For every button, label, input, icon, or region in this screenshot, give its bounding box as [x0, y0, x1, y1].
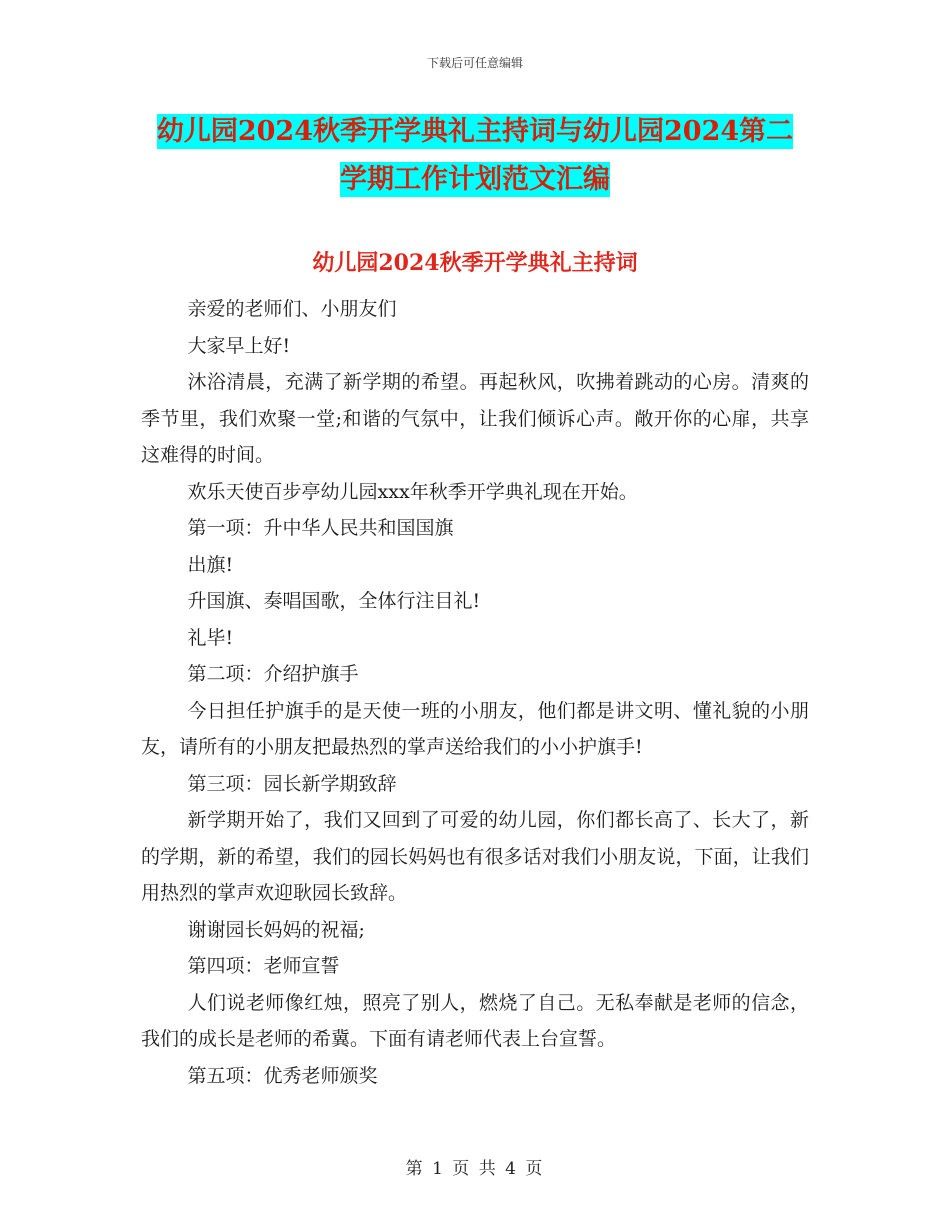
paragraph: 大家早上好! [187, 334, 291, 357]
paragraph: 第三项：园长新学期致辞 [187, 772, 397, 795]
paragraph: 新学期开始了，我们又回到了可爱的幼儿园，你们都长高了、长大了，新的学期，新的希望，我们的园长妈妈也有很多话对我们小朋友说，下面，让我们用热烈的掌声欢迎耿园长致辞。 [141, 809, 809, 904]
paragraph: 沐浴清晨，充满了新学期的希望。再起秋风，吹拂着跳动的心房。清爽的季节里，我们欢聚一堂;和谐的气氛中，让我们倾诉心声。敞开你的心扉，共享这难得的时间。 [141, 371, 809, 466]
paragraph: 今日担任护旗手的是天使一班的小朋友，他们都是讲文明、懂礼貌的小朋友，请所有的小朋友把最热烈的掌声送给我们的小小护旗手! [141, 699, 809, 758]
document-body [141, 291, 809, 1094]
paragraph: 第四项：老师宣誓 [187, 955, 340, 977]
paragraph: 第一项：升中华人民共和国国旗 [187, 517, 454, 539]
paragraph: 欢乐天使百步亭幼儿园xxx年秋季开学典礼现在开始。 [187, 480, 638, 503]
paragraph: 礼毕! [187, 626, 234, 649]
paragraph: 亲爱的老师们、小朋友们 [187, 298, 397, 320]
paragraph: 出旗! [187, 553, 234, 576]
page-header: 下载后可任意编辑 [426, 56, 523, 70]
paragraph: 谢谢园长妈妈的祝福; [187, 918, 365, 941]
document-title [140, 108, 810, 204]
section-title: 幼儿园2024秋季开学典礼主持词 [312, 250, 638, 276]
document-title-line-2: 学期工作计划范文汇编 [340, 164, 610, 195]
paragraph: 升国旗、奏唱国歌，全体行注目礼! [187, 590, 481, 612]
paragraph: 第二项：介绍护旗手 [187, 663, 359, 685]
paragraph: 第五项：优秀老师颁奖 [187, 1064, 378, 1087]
page-number-footer: 第 1 页 共 4 页 [405, 1159, 545, 1179]
paragraph: 人们说老师像红烛，照亮了别人，燃烧了自己。无私奉献是老师的信念，我们的成长是老师的希冀。下面有请老师代表上台宣誓。 [141, 991, 809, 1050]
document-title-line-1: 幼儿园2024秋季开学典礼主持词与幼儿园2024第二 [156, 116, 794, 147]
